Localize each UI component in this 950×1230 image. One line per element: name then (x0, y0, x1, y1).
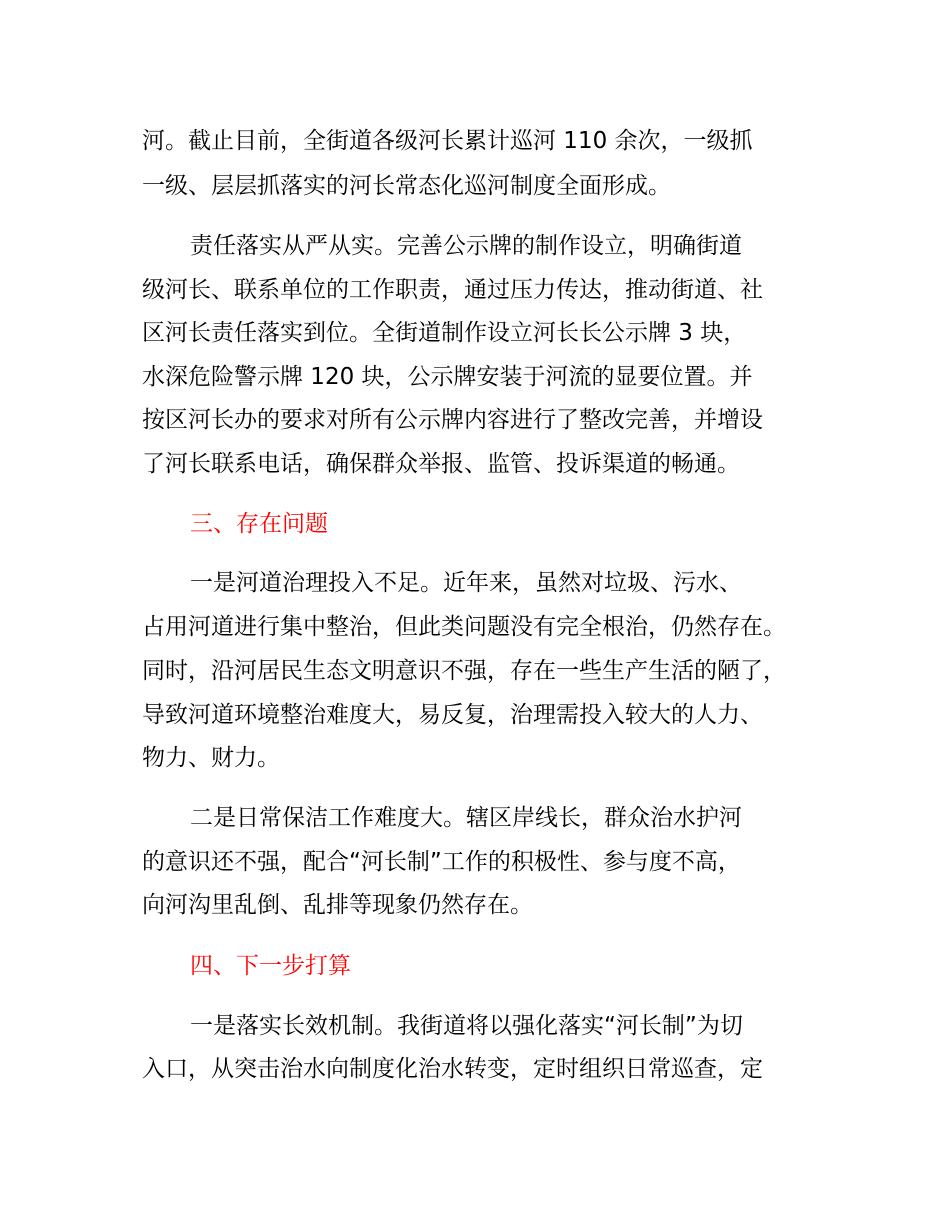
text-line: 水深危险警示牌 120 块，公示牌安装于河流的显要位置。并 (142, 364, 753, 390)
text-line: 河。截止目前，全街道各级河长累计巡河 110 余次，一级抓 (142, 128, 753, 154)
text-line: 向河沟里乱倒、乱排等现象仍然存在。 (142, 892, 533, 918)
text-line: 一级、层层抓落实的河长常态化巡河制度全面形成。 (142, 173, 671, 199)
text-line: 占用河道进行集中整治，但此类问题没有完全根治，仍然存在。 (142, 614, 786, 640)
paragraph-first-line: 一是落实长效机制。我街道将以强化落实“河长制”为切 (190, 1013, 743, 1039)
paragraph-first-line: 二是日常保洁工作难度大。辖区岸线长，群众治水护河 (190, 805, 742, 831)
section-heading-next-steps: 四、下一步打算 (190, 953, 351, 979)
text-line: 区河长责任落实到位。全街道制作设立河长长公示牌 3 块， (142, 320, 747, 346)
text-line: 同时，沿河居民生态文明意识不强，存在一些生产生活的陋了， (142, 658, 786, 684)
paragraph-first-line: 一是河道治理投入不足。近年来，虽然对垃圾、污水、 (190, 570, 742, 596)
text-line: 导致河道环境整治难度大，易反复，治理需投入较大的人力、 (142, 702, 763, 728)
text-line: 入口，从突击治水向制度化治水转变，定时组织日常巡查，定 (142, 1056, 763, 1082)
text-line: 级河长、联系单位的工作职责，通过压力传达，推动街道、社 (142, 277, 763, 303)
text-line: 的意识还不强，配合“河长制”工作的积极性、参与度不高， (142, 849, 741, 875)
paragraph-first-line: 责任落实从严从实。完善公示牌的制作设立，明确街道 (190, 233, 742, 259)
text-line: 按区河长办的要求对所有公示牌内容进行了整改完善，并增设 (142, 407, 763, 433)
section-heading-problems: 三、存在问题 (190, 511, 328, 537)
text-line: 物力、财力。 (142, 745, 280, 771)
text-line: 了河长联系电话，确保群众举报、监管、投诉渠道的畅通。 (142, 451, 740, 477)
